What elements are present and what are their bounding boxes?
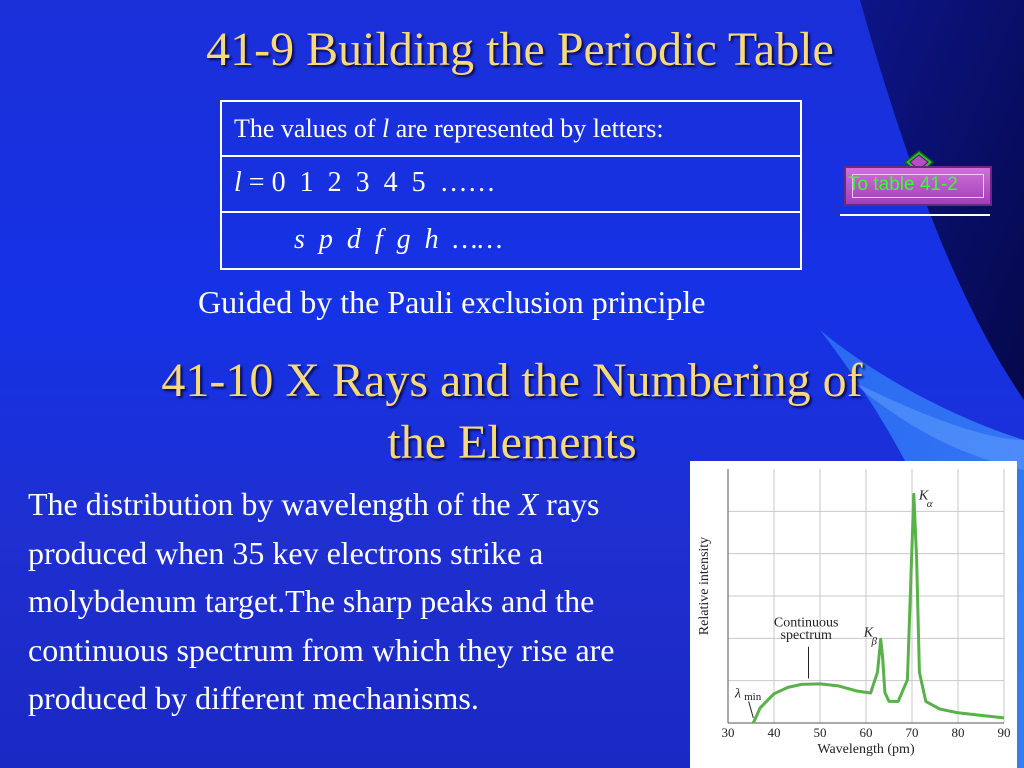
x-tick-label: 40 (767, 725, 781, 740)
x-axis-label: Wavelength (pm) (817, 742, 915, 757)
l-values: = 0 1 2 3 4 5 …… (241, 167, 496, 198)
xray-spectrum-chart (690, 461, 1017, 768)
x-tick-label: 90 (997, 725, 1011, 740)
link-underline (840, 214, 990, 216)
description-part1: The distribution by wavelength of the (28, 486, 519, 522)
x-tick-label: 50 (813, 725, 827, 740)
section-title-line1: 41-10 X Rays and the Numbering of (161, 354, 863, 407)
chart-annotation: K (863, 625, 874, 641)
x-tick-label: 60 (859, 725, 873, 740)
table-row-letters (222, 213, 800, 268)
orbital-letters: s p d f g h …… (294, 224, 503, 255)
chart-annotation: K (918, 488, 929, 504)
lambda-min-pointer (749, 701, 754, 718)
chart-annotation: Continuous (773, 615, 839, 631)
spectrum-curve (753, 494, 1004, 723)
y-axis-label: Relative intensity (697, 536, 712, 636)
to-table-button[interactable] (840, 148, 996, 218)
slide-title: 41-9 Building the Periodic Table (206, 23, 834, 76)
table-header-pre: The values of (234, 114, 383, 143)
chart-annotation: spectrum (780, 628, 832, 644)
chart-svg (690, 461, 1017, 768)
to-table-button-label: To table 41-2 (848, 174, 958, 195)
section-title (0, 350, 1024, 474)
chart-annotation: α (926, 498, 933, 511)
chart-annotation: λ (734, 686, 741, 702)
guided-text: Guided by the Pauli exclusion principle (198, 284, 706, 320)
x-tick-label: 70 (905, 725, 919, 740)
table-row-l-values (222, 157, 800, 213)
chart-annotation: β (871, 635, 878, 648)
x-tick-label: 30 (721, 725, 735, 740)
x-tick-label: 80 (951, 725, 965, 740)
orbital-letter-table (220, 100, 802, 270)
l-variable: l (234, 167, 242, 198)
section-title-line2: the Elements (387, 416, 637, 469)
table-header-variable: l (382, 114, 390, 143)
description-part2: rays produced when 35 kev electrons strike a molybdenum target.The sharp peaks and the continuous spectrum from which they rise are produced by different mechanisms. (28, 486, 615, 716)
description-variable: X (518, 486, 539, 522)
table-header-post: are represented by letters: (389, 114, 664, 143)
table-header-row (222, 102, 800, 157)
chart-annotation: min (744, 691, 762, 704)
description-text (28, 480, 708, 723)
